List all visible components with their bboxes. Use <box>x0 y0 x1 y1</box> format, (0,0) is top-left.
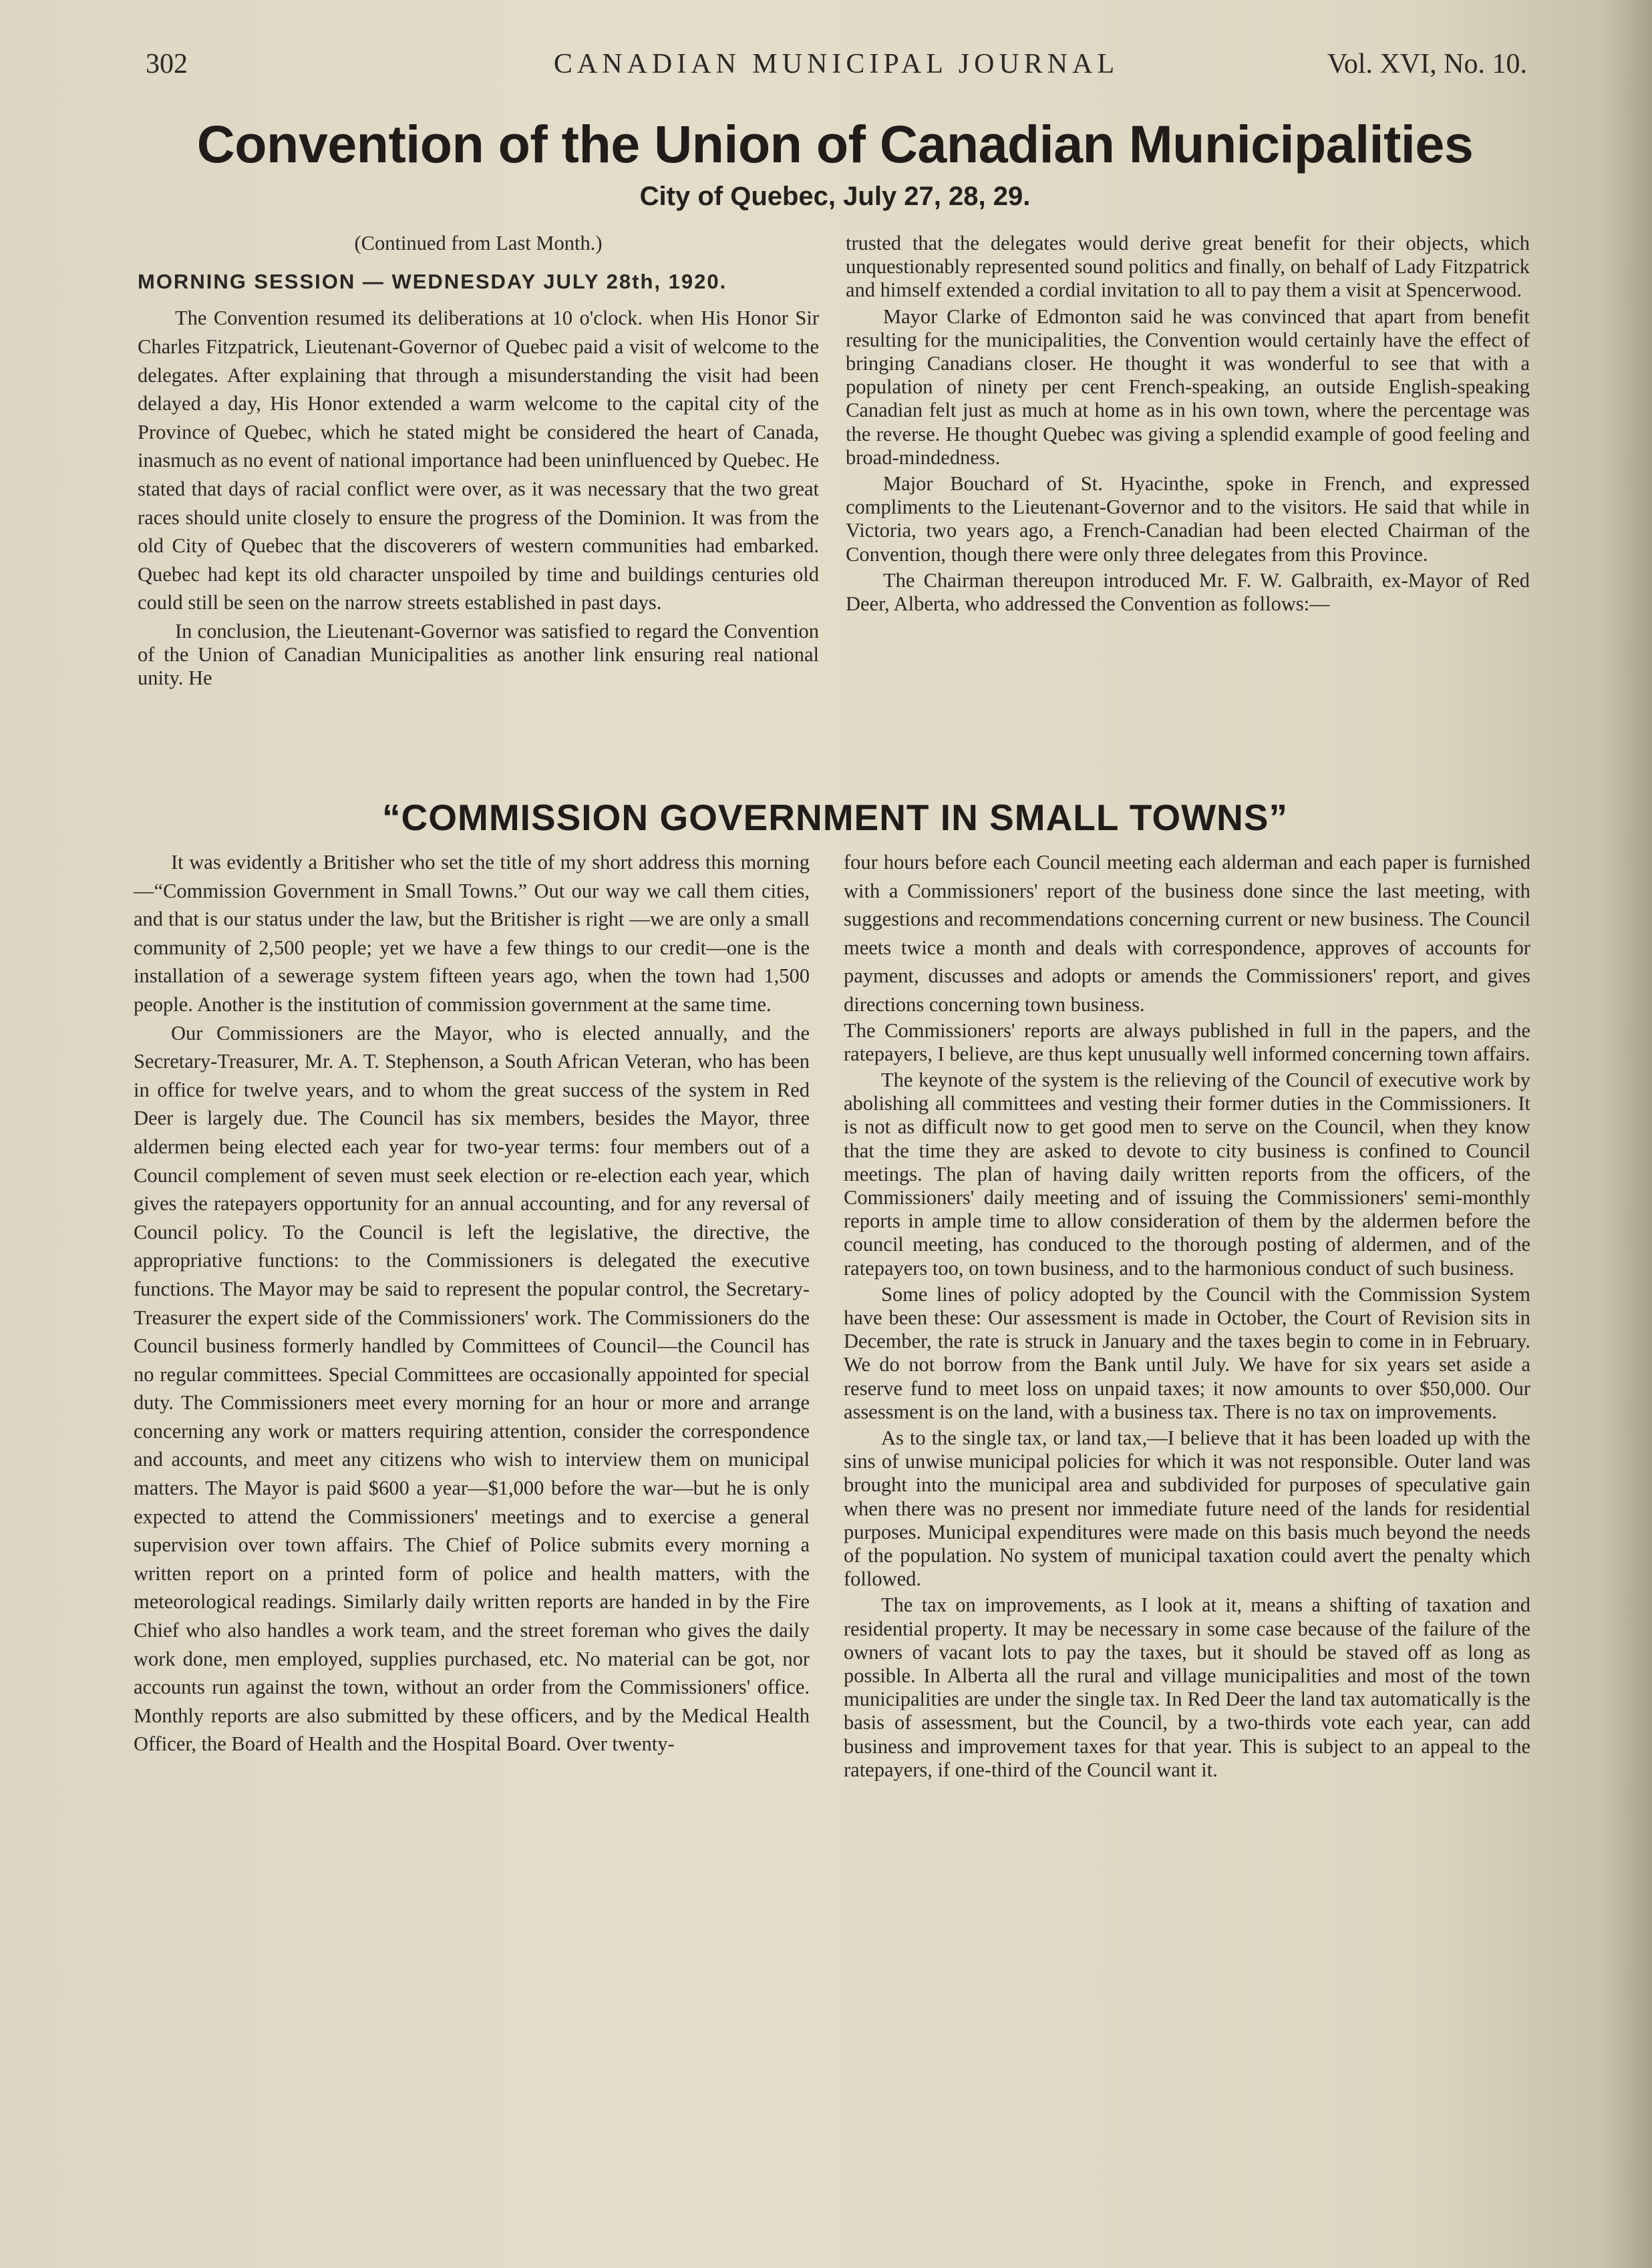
address-column-1 <box>134 848 810 1758</box>
session-heading: MORNING SESSION — WEDNESDAY JULY 28th, 1920. <box>138 270 727 294</box>
continued-note: (Continued from Last Month.) <box>354 232 603 254</box>
volume-issue: Vol. XVI, No. 10. <box>1327 49 1527 79</box>
paragraph: The Chairman thereupon introduced Mr. F. W. Galbraith, ex-Mayor of Red Deer, Alberta, who addressed the Convention as follows:— <box>846 568 1530 616</box>
paragraph: Some lines of policy adopted by the Council with the Commission System have been these: Our assessment is made in October, the Court of Revision sits in December, the rate is struck in January and the taxes begin to come in in February. We do not borrow from the Bank until July. We have for six years set aside a reserve fund to meet loss on unpaid taxes; it now amounts to over $50,000. Our assessment is on the land, with a business tax. There is no tax on improvements. <box>844 1282 1530 1423</box>
article-column-1 <box>138 232 819 691</box>
paragraph: The Convention resumed its deliberations at 10 o'clock. when His Honor Sir Charles Fitzpatrick, Lieutenant-Governor of Quebec paid a visit of welcome to the delegates. After explaining that through a misunderstanding the visit had been delayed a day, His Honor extended a warm welcome to the capital city of the Province of Quebec, which he stated might be considered the heart of Canada, inasmuch as no event of national importance had been uninfluenced by Quebec. He stated that days of racial conflict were over, as it was necessary that the two great races should unite closely to ensure the progress of the Dominion. It was from the old City of Quebec that the discoverers of western communities had embarked. Quebec had kept its old character unspoiled by time and buildings centuries old could still be seen on the narrow streets established in past days. <box>138 307 819 614</box>
article-column-2 <box>846 232 1530 616</box>
page-number: 302 <box>146 49 188 79</box>
address-column-2 <box>844 848 1530 1782</box>
paragraph: Our Commissioners are the Mayor, who is elected annually, and the Secretary-Treasurer, Mr. A. T. Stephenson, a South African Veteran, who has been in office for twelve years, and to whom the great success of the system in Red Deer is largely due. The Council has six members, besides the Mayor, three aldermen being elected each year for two-year terms: four members out of a Council complement of seven must seek election or re-election each year, which gives the ratepayers opportunity for an annual accounting, and for any reversal of Council policy. To the Council is left the legislative, the directive, the appropriative functions: to the Commissioners is delegated the executive functions. The Mayor may be said to represent the popular control, the Secretary-Treasurer the expert side of the Commissioners' work. The Commissioners do the Council business formerly handled by Committees of Council—the Council has no regular committees. Special Committees are occasionally appointed for special duty. The Commissioners meet every morning for an hour or more and arrange concerning any work or matters requiring attention, consider the correspondence and accounts, and meet any citizens who wish to interview them on municipal matters. The Mayor is paid $600 a year—$1,000 before the war—but he is only expected to attend the Commissioners' meetings and to exercise a general supervision over town affairs. The Chief of Police submits every morning a written report on a printed form of police and health matters, with the meteorological readings. Similarly daily written reports are handed in by the Fire Chief who also handles a work team, and the street foreman who gives the daily work done, men employed, supplies purchased, etc. No material can be got, nor accounts run against the town, without an order from the Commissioners' office. Monthly reports are also submitted by these officers, and by the Medical Health Officer, the Board of Health and the Hospital Board. Over twenty- <box>134 1021 810 1756</box>
section-heading: “COMMISSION GOVERNMENT IN SMALL TOWNS” <box>382 797 1288 838</box>
journal-name: CANADIAN MUNICIPAL JOURNAL <box>553 49 1120 79</box>
paragraph: four hours before each Council meeting each alderman and each paper is furnished with a Commissioners' report of the business done since the last meeting, with suggestions and recommendations concerning current or new business. The Council meets twice a month and deals with correspondence, approves of accounts for payment, discusses and adopts or amends the Commissioners' report, and gives directions concerning town business. <box>844 851 1530 1016</box>
paragraph: The Commissioners' reports are always published in full in the papers, and the ratepayers, I believe, are thus kept unusually well informed concerning town affairs. <box>844 1018 1530 1065</box>
paragraph: The keynote of the system is the relieving of the Council of executive work by abolishing all committees and vesting their former duties in the Commissioners. It is not as difficult now to get good men to serve on the Council, when they know that the time they are asked to devote to city business is confined to Council meetings. The plan of having daily written reports from the officers, of the Commissioners' daily meeting and of issuing the Commissioners' semi-monthly reports in ample time to allow consideration of them by the aldermen before the council meeting, has conduced to the thorough posting of aldermen, and of the ratepayers too, on town business, and to the harmonious conduct of such business. <box>844 1068 1530 1280</box>
paragraph: It was evidently a Britisher who set the title of my short address this morning—“Commission Government in Small Towns.” Out our way we call them cities, and that is our status under the law, but the Britisher is right —we are only a small community of 2,500 people; yet we have a few things to our credit—one is the installation of a sewerage system fifteen years ago, when the town had 1,500 people. Another is the institution of commission government at the same time. <box>134 851 810 1016</box>
paragraph: In conclusion, the Lieutenant-Governor was satisfied to regard the Convention of the Union of Canadian Municipalities as another link ensuring real national unity. He <box>138 619 819 690</box>
running-header <box>146 48 1527 88</box>
article-title: Convention of the Union of Canadian Municipalities <box>196 114 1474 174</box>
article-subtitle: City of Quebec, July 27, 28, 29. <box>639 182 1031 211</box>
paragraph: The tax on improvements, as I look at it, means a shifting of taxation and residential property. It may be necessary in some case because of the failure of the owners of vacant lots to pay the taxes, but it should be staved off as long as possible. In Alberta all the rural and village municipalities and most of the town municipalities are under the single tax. In Red Deer the land tax automatically is the basis of assessment, but the Council, by a two-thirds vote each year, can add business and improvement taxes for that year. This is subject to an appeal to the ratepayers, if one-third of the Council want it. <box>844 1593 1530 1781</box>
paragraph: As to the single tax, or land tax,—I believe that it has been loaded up with the sins of unwise municipal policies for which it was not responsible. Outer land was brought into the municipal area and subdivided for purposes of speculative gain when there was no present nor immediate future need of the lands for residential purposes. Municipal expenditures were made on this basis much beyond the needs of the population. No system of municipal taxation could avert the penalty which followed. <box>844 1427 1530 1591</box>
paragraph: Mayor Clarke of Edmonton said he was convinced that apart from benefit resulting for the municipalities, the Convention would certainly have the effect of bringing Canadians closer. He thought it was wonderful to see that with a population of ninety per cent French-speaking, an outside English-speaking Canadian felt just as much at home as in his own town, where the percentage was the reverse. He thought Quebec was giving a splendid example of good feeling and broad-mindedness. <box>846 305 1530 469</box>
paragraph: Major Bouchard of St. Hyacinthe, spoke in French, and expressed compliments to the Lieutenant-Governor and to the visitors. He said that while in Victoria, two years ago, a French-Canadian had been elected Chairman of the Convention, though there were only three delegates from this Province. <box>846 472 1530 566</box>
paragraph: trusted that the delegates would derive great benefit for their objects, which unquestionably represented sound politics and finally, on behalf of Lady Fitzpatrick and himself extended a cordial invitation to all to pay them a visit at Spencerwood. <box>846 232 1530 302</box>
